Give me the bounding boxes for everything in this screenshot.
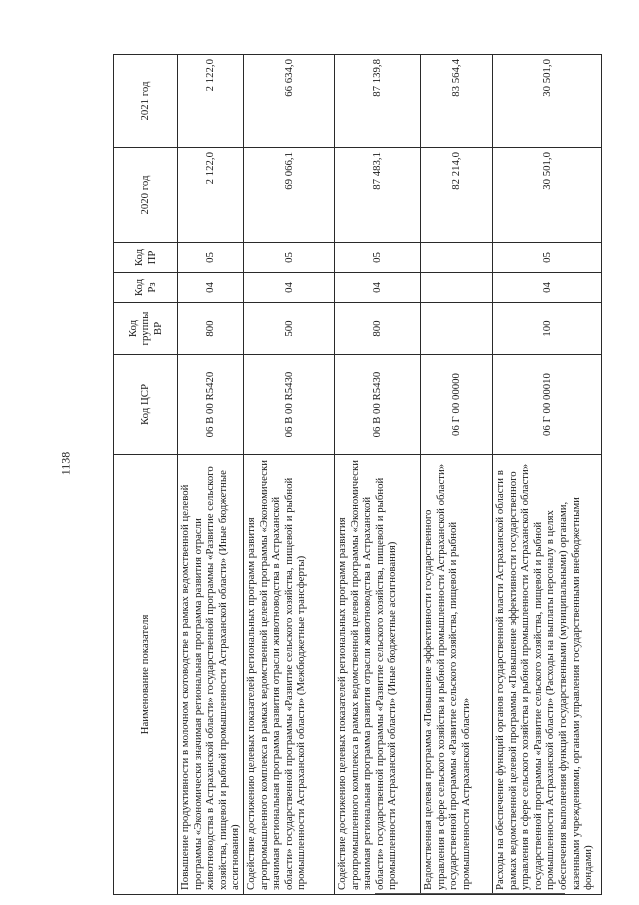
row-2021: 66 634,0 <box>243 55 334 148</box>
row-pr: 05 <box>178 243 244 273</box>
rotated-table-container <box>113 55 595 895</box>
row-2020: 69 066,1 <box>243 148 334 243</box>
row-vr: 100 <box>492 303 601 355</box>
header-pr: Код ПР <box>114 243 178 273</box>
row-rz: 04 <box>334 273 420 303</box>
row-rz: 04 <box>492 273 601 303</box>
row-name: Ведомственная целевая программа «Повышение эффективности государственного управления в сфере сельского хозяйства и рыбной промышленности Астраханской области» государственной программы «Развитие сельского хозяйства, пищевой и рыбной промышленности Астраханской области» <box>420 455 492 895</box>
table-row <box>243 55 334 895</box>
row-name: Содействие достижению целевых показателей региональных программ развития агропромышленного комплекса в рамках ведомственной целевой программы «Экономически значимая региональная программа развития отрасли животноводства в Астраханской области» государственной программы «Развитие сельского хозяйства, пищевой и рыбной промышленности Астраханской области» (Иные бюджетные ассигнования) <box>334 455 420 895</box>
header-rz: Код Рз <box>114 273 178 303</box>
row-csr: 06 Г 00 00000 <box>420 355 492 455</box>
row-2021: 30 501,0 <box>492 55 601 148</box>
row-pr: 05 <box>243 243 334 273</box>
budget-table <box>113 54 602 895</box>
row-2021: 83 564,4 <box>420 55 492 148</box>
row-vr: 800 <box>334 303 420 355</box>
row-2020: 30 501,0 <box>492 148 601 243</box>
header-name: Наименование показателя <box>114 455 178 895</box>
row-pr <box>420 243 492 273</box>
row-name: Повышение продуктивности в молочном скотоводстве в рамках ведомственной целевой программы «Экономически значимая региональная программа развития отрасли животноводства в Астраханской области» государственной программы «Развитие сельского хозяйства, пищевой и рыбной промышленности Астраханской области» (Иные бюджетные ассигнования) <box>178 455 244 895</box>
row-pr: 05 <box>492 243 601 273</box>
row-csr: 06 В 00 R5430 <box>334 355 420 455</box>
row-pr: 05 <box>334 243 420 273</box>
table-row <box>492 55 601 895</box>
header-csr: Код ЦСР <box>114 355 178 455</box>
row-csr: 06 В 00 R5430 <box>243 355 334 455</box>
rotated-table-area <box>113 55 595 895</box>
header-2020: 2020 год <box>114 148 178 243</box>
row-rz: 04 <box>243 273 334 303</box>
bottom-scan-line <box>375 893 565 894</box>
table-row <box>334 55 420 895</box>
table-row <box>178 55 244 895</box>
row-2020: 82 214,0 <box>420 148 492 243</box>
header-vr: Код группы ВР <box>114 303 178 355</box>
row-2020: 2 122,0 <box>178 148 244 243</box>
row-rz <box>420 273 492 303</box>
page-number: 1138 <box>58 451 73 476</box>
row-name: Содействие достижению целевых показателей региональных программ развития агропромышленного комплекса в рамках ведомственной целевой программы «Экономически значимая региональная программа развития отрасли животноводства в Астраханской области» государственной программы «Развитие сельского хозяйства, пищевой и рыбной промышленности Астраханской области» (Межбюджетные трансферты) <box>243 455 334 895</box>
row-vr: 500 <box>243 303 334 355</box>
row-2020: 87 483,1 <box>334 148 420 243</box>
row-csr: 06 Г 00 00010 <box>492 355 601 455</box>
row-2021: 2 122,0 <box>178 55 244 148</box>
row-name: Расходы на обеспечение функций органов государственной власти Астраханской области в рамках ведомственной целевой программы «Повышение эффективности государственного управления в сфере сельского хозяйства и рыбной промышленности Астраханской области» государственной программы «Развитие сельского хозяйства, пищевой и рыбной промышленности Астраханской области» (Расходы на выплаты персоналу в целях обеспечения выполнения функций государственными (муниципальными) органами, казенными учреждениями, органами управления государственными внебюджетными фондами) <box>492 455 601 895</box>
header-2021: 2021 год <box>114 55 178 148</box>
row-vr <box>420 303 492 355</box>
row-csr: 06 В 00 R5420 <box>178 355 244 455</box>
row-vr: 800 <box>178 303 244 355</box>
row-rz: 04 <box>178 273 244 303</box>
row-2021: 87 139,8 <box>334 55 420 148</box>
table-row <box>420 55 492 895</box>
table-header-row <box>114 55 178 895</box>
